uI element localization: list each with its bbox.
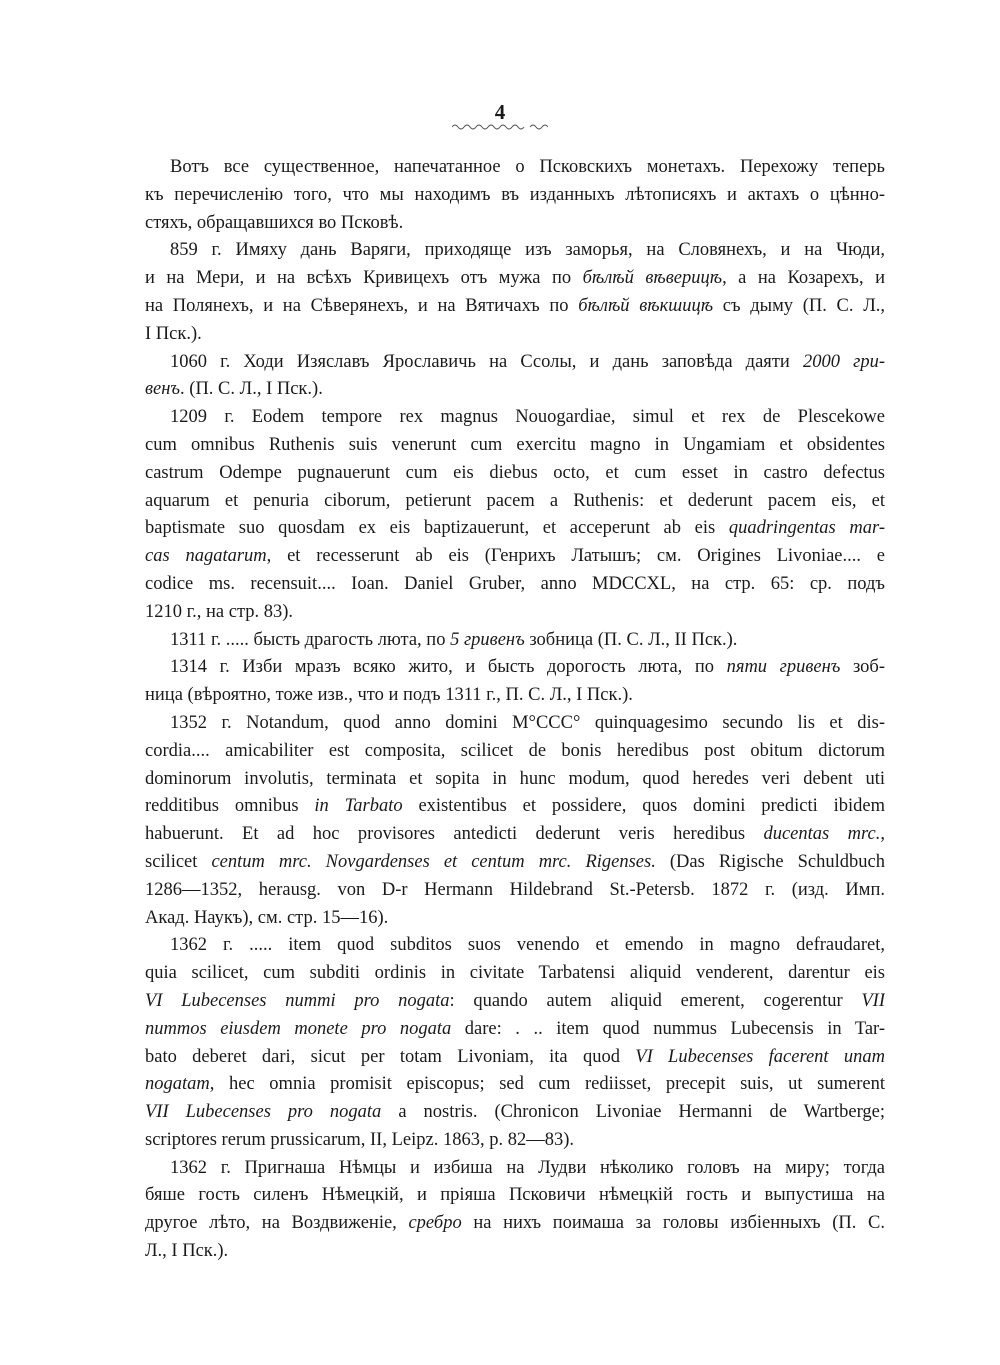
text-run: 859 г. Имяху дань Варяги, приходяще изъ заморья, на Словянехъ, и на Чюди, xyxy=(170,240,885,261)
text-run: existentibus et possidere, quos domini predicti ibidem xyxy=(402,796,885,817)
text-run: , hec omnia promisit episcopus; sed cum rediisset, precepit suis, ut sumerent xyxy=(209,1074,885,1095)
italic-run: бѣлѣй вѣкшицѣ xyxy=(578,295,714,316)
text-run: 1286—1352, herausg. von D-r Hermann Hildebrand St.-Petersb. 1872 г. (изд. Имп. xyxy=(145,879,885,900)
text-run: habuerunt. Et ad hoc provisores antedicti dederunt veris heredibus xyxy=(145,824,764,845)
italic-run: nogatam xyxy=(145,1074,210,1095)
text-line xyxy=(145,1155,885,1183)
text-line xyxy=(145,1210,885,1238)
text-line xyxy=(145,376,885,404)
text-run: стяхъ, обращавшихся во Псковѣ. xyxy=(145,212,404,233)
text-line xyxy=(145,988,885,1016)
text-line xyxy=(145,1099,885,1127)
text-run: 1311 г. ..... бысть драгость люта, по xyxy=(170,629,451,650)
text-line xyxy=(145,793,885,821)
text-line xyxy=(145,237,885,265)
text-line xyxy=(145,1238,885,1266)
text-run: къ перечисленію того, что мы находимъ въ изданныхъ лѣтописяхъ и актахъ о цѣнно- xyxy=(145,184,885,205)
text-run: 1314 г. Изби мразъ всяко жито, и бысть дорогость люта, по xyxy=(170,657,727,678)
italic-run: VI Lubecenses nummi pro nogata xyxy=(145,990,450,1011)
text-run: и на Мери, и на всѣхъ Кривицехъ отъ мужа по xyxy=(145,268,583,289)
italic-run: nummos eiusdem monete pro nogata xyxy=(145,1018,452,1039)
text-line xyxy=(145,738,885,766)
text-line xyxy=(145,654,885,682)
text-line xyxy=(145,488,885,516)
paragraph xyxy=(145,154,885,237)
text-run: castrum Odempe pugnauerunt cum eis diebus octo, et cum esset in castro defectus xyxy=(145,462,885,483)
text-run: 1352 г. Notandum, quod anno domini M°CCC° quinquagesimo secundo lis et dis- xyxy=(170,712,885,733)
paragraph xyxy=(145,627,885,655)
text-run: . (П. С. Л., I Пск.). xyxy=(180,379,323,400)
page-number: 4 xyxy=(494,100,506,124)
text-run: baptismate suo quosdam ex eis baptizauerunt, et acceperunt ab eis xyxy=(145,518,729,539)
text-line xyxy=(145,682,885,710)
italic-run: 5 гривенъ xyxy=(450,629,525,650)
text-line xyxy=(145,1127,885,1155)
text-run: 1209 г. Eodem tempore rex magnus Nouogardiae, simul et rex de Plescekowe xyxy=(170,407,885,428)
text-line xyxy=(145,710,885,738)
text-run: зобница (П. С. Л., II Пск.). xyxy=(524,629,738,650)
text-run: scilicet xyxy=(145,851,212,872)
italic-run: венъ xyxy=(145,379,181,400)
body-text xyxy=(145,154,885,1266)
text-run: : quando autem aliquid emerent, cogerentur xyxy=(449,990,862,1011)
text-line xyxy=(145,766,885,794)
text-line xyxy=(145,182,885,210)
italic-run: 2000 гри- xyxy=(802,351,885,372)
text-run: съ дыму (П. С. Л., xyxy=(713,295,885,316)
italic-run: centum mrc. Novgardenses et centum mrc. Rigenses. xyxy=(211,851,656,872)
text-run: bato deberet dari, sicut per totam Livoniam, ita quod xyxy=(145,1046,636,1067)
text-run: 1210 г., на стр. 83). xyxy=(145,601,294,622)
text-run: Вотъ все существенное, напечатанное о Псковскихъ монетахъ. Перехожу теперь xyxy=(170,157,885,177)
text-run: 1060 г. Ходи Изяславъ Ярославичь на Ссолы, и дань заповѣда даяти xyxy=(170,351,803,372)
text-line xyxy=(145,515,885,543)
text-run: , xyxy=(880,824,885,845)
italic-run: VI Lubecenses facerent unam xyxy=(635,1046,885,1067)
italic-run: VII xyxy=(861,990,885,1011)
text-run: dominorum involutis, terminata et sopita in hunc modum, quod heredes veri debent uti xyxy=(145,768,885,789)
text-line xyxy=(145,905,885,933)
text-line xyxy=(145,571,885,599)
text-run: cordia.... amicabiliter est composita, scilicet de bonis heredibus post obitum dictorum xyxy=(145,740,885,761)
text-run: на Полянехъ, и на Сѣверянехъ, и на Вятичахъ по xyxy=(145,295,579,316)
text-line xyxy=(145,821,885,849)
text-line xyxy=(145,627,885,655)
text-line xyxy=(145,293,885,321)
text-run: cum omnibus Ruthenis suis venerunt cum exercitu magno in Ungamiam et obsidentes xyxy=(145,434,885,455)
text-run: Акад. Наукъ), см. стр. 15—16). xyxy=(145,907,389,928)
text-run: redditibus omnibus xyxy=(145,796,315,817)
text-line xyxy=(145,460,885,488)
text-run: , а на Козарехъ, и xyxy=(722,268,885,289)
italic-run: quadringentas mar- xyxy=(728,518,885,539)
paragraph xyxy=(145,710,885,932)
italic-run: пяти гривенъ xyxy=(726,657,841,678)
text-run: 1362 г. Пригнаша Нѣмцы и избиша на Лудви нѣколико головъ на миру; тогда xyxy=(170,1157,885,1178)
text-line xyxy=(145,543,885,571)
italic-run: in Tarbato xyxy=(314,796,403,817)
text-run: другое лѣто, на Воздвиженіе, xyxy=(145,1213,409,1234)
text-line xyxy=(145,1182,885,1210)
paragraph xyxy=(145,1155,885,1266)
text-line xyxy=(145,849,885,877)
text-line xyxy=(145,265,885,293)
text-line xyxy=(145,154,885,182)
text-line xyxy=(145,321,885,349)
text-line xyxy=(145,599,885,627)
text-run: , et recesserunt ab eis (Генрихъ Латышъ; см. Origines Livoniae.... e xyxy=(266,546,885,567)
paragraph xyxy=(145,404,885,626)
text-line xyxy=(145,349,885,377)
paragraph xyxy=(145,349,885,405)
text-run: I Пск.). xyxy=(145,323,202,344)
italic-run: бѣлѣй вѣверицѣ xyxy=(582,268,723,289)
paragraph xyxy=(145,654,885,710)
text-line xyxy=(145,210,885,238)
paragraph xyxy=(145,932,885,1154)
text-line xyxy=(145,1016,885,1044)
text-run: (Das Rigische Schuldbuch xyxy=(655,851,885,872)
text-line xyxy=(145,432,885,460)
header-ornament xyxy=(452,122,548,132)
italic-run: ducentas mrc. xyxy=(763,824,881,845)
text-run: Л., I Пск.). xyxy=(145,1241,229,1262)
text-run: codice ms. recensuit.... Ioan. Daniel Gruber, anno MDCCXL, на стр. 65: ср. подъ xyxy=(145,573,885,594)
italic-run: VII Lubecenses pro nogata xyxy=(145,1102,382,1123)
paragraph xyxy=(145,237,885,348)
italic-run: сребро xyxy=(408,1213,462,1234)
text-run: a nostris. (Chronicon Livoniae Hermanni de Wartberge; xyxy=(381,1102,885,1123)
text-run: 1362 г. ..... item quod subditos suos venendo et emendo in magno defraudaret, xyxy=(170,935,885,956)
text-run: dare: . .. item quod nummus Lubecensis in Tar- xyxy=(451,1018,885,1039)
text-run: зоб- xyxy=(840,657,885,678)
text-line xyxy=(145,932,885,960)
text-run: ница (вѣроятно, тоже изв., что и подъ 1311 г., П. С. Л., I Пск.). xyxy=(145,685,633,706)
text-run: quia scilicet, cum subditi ordinis in civitate Tarbatensi aliquid venderent, darentur eis xyxy=(145,963,885,984)
text-run: бяше гость силенъ Нѣмецкій, и пріяша Псковичи нѣмецкій гость и выпустиша на xyxy=(145,1185,885,1206)
text-run: на нихъ поимаша за головы избіенныхъ (П. С. xyxy=(461,1213,885,1234)
text-line xyxy=(145,1071,885,1099)
text-run: scriptores rerum prussicarum, II, Leipz. 1863, p. 82—83). xyxy=(145,1129,574,1150)
text-line xyxy=(145,404,885,432)
italic-run: cas nagatarum xyxy=(145,546,267,567)
text-line xyxy=(145,877,885,905)
text-run: aquarum et penuria ciborum, petierunt pacem a Ruthenis: et dederunt pacem eis, et xyxy=(145,490,885,511)
text-line xyxy=(145,1044,885,1072)
text-line xyxy=(145,960,885,988)
